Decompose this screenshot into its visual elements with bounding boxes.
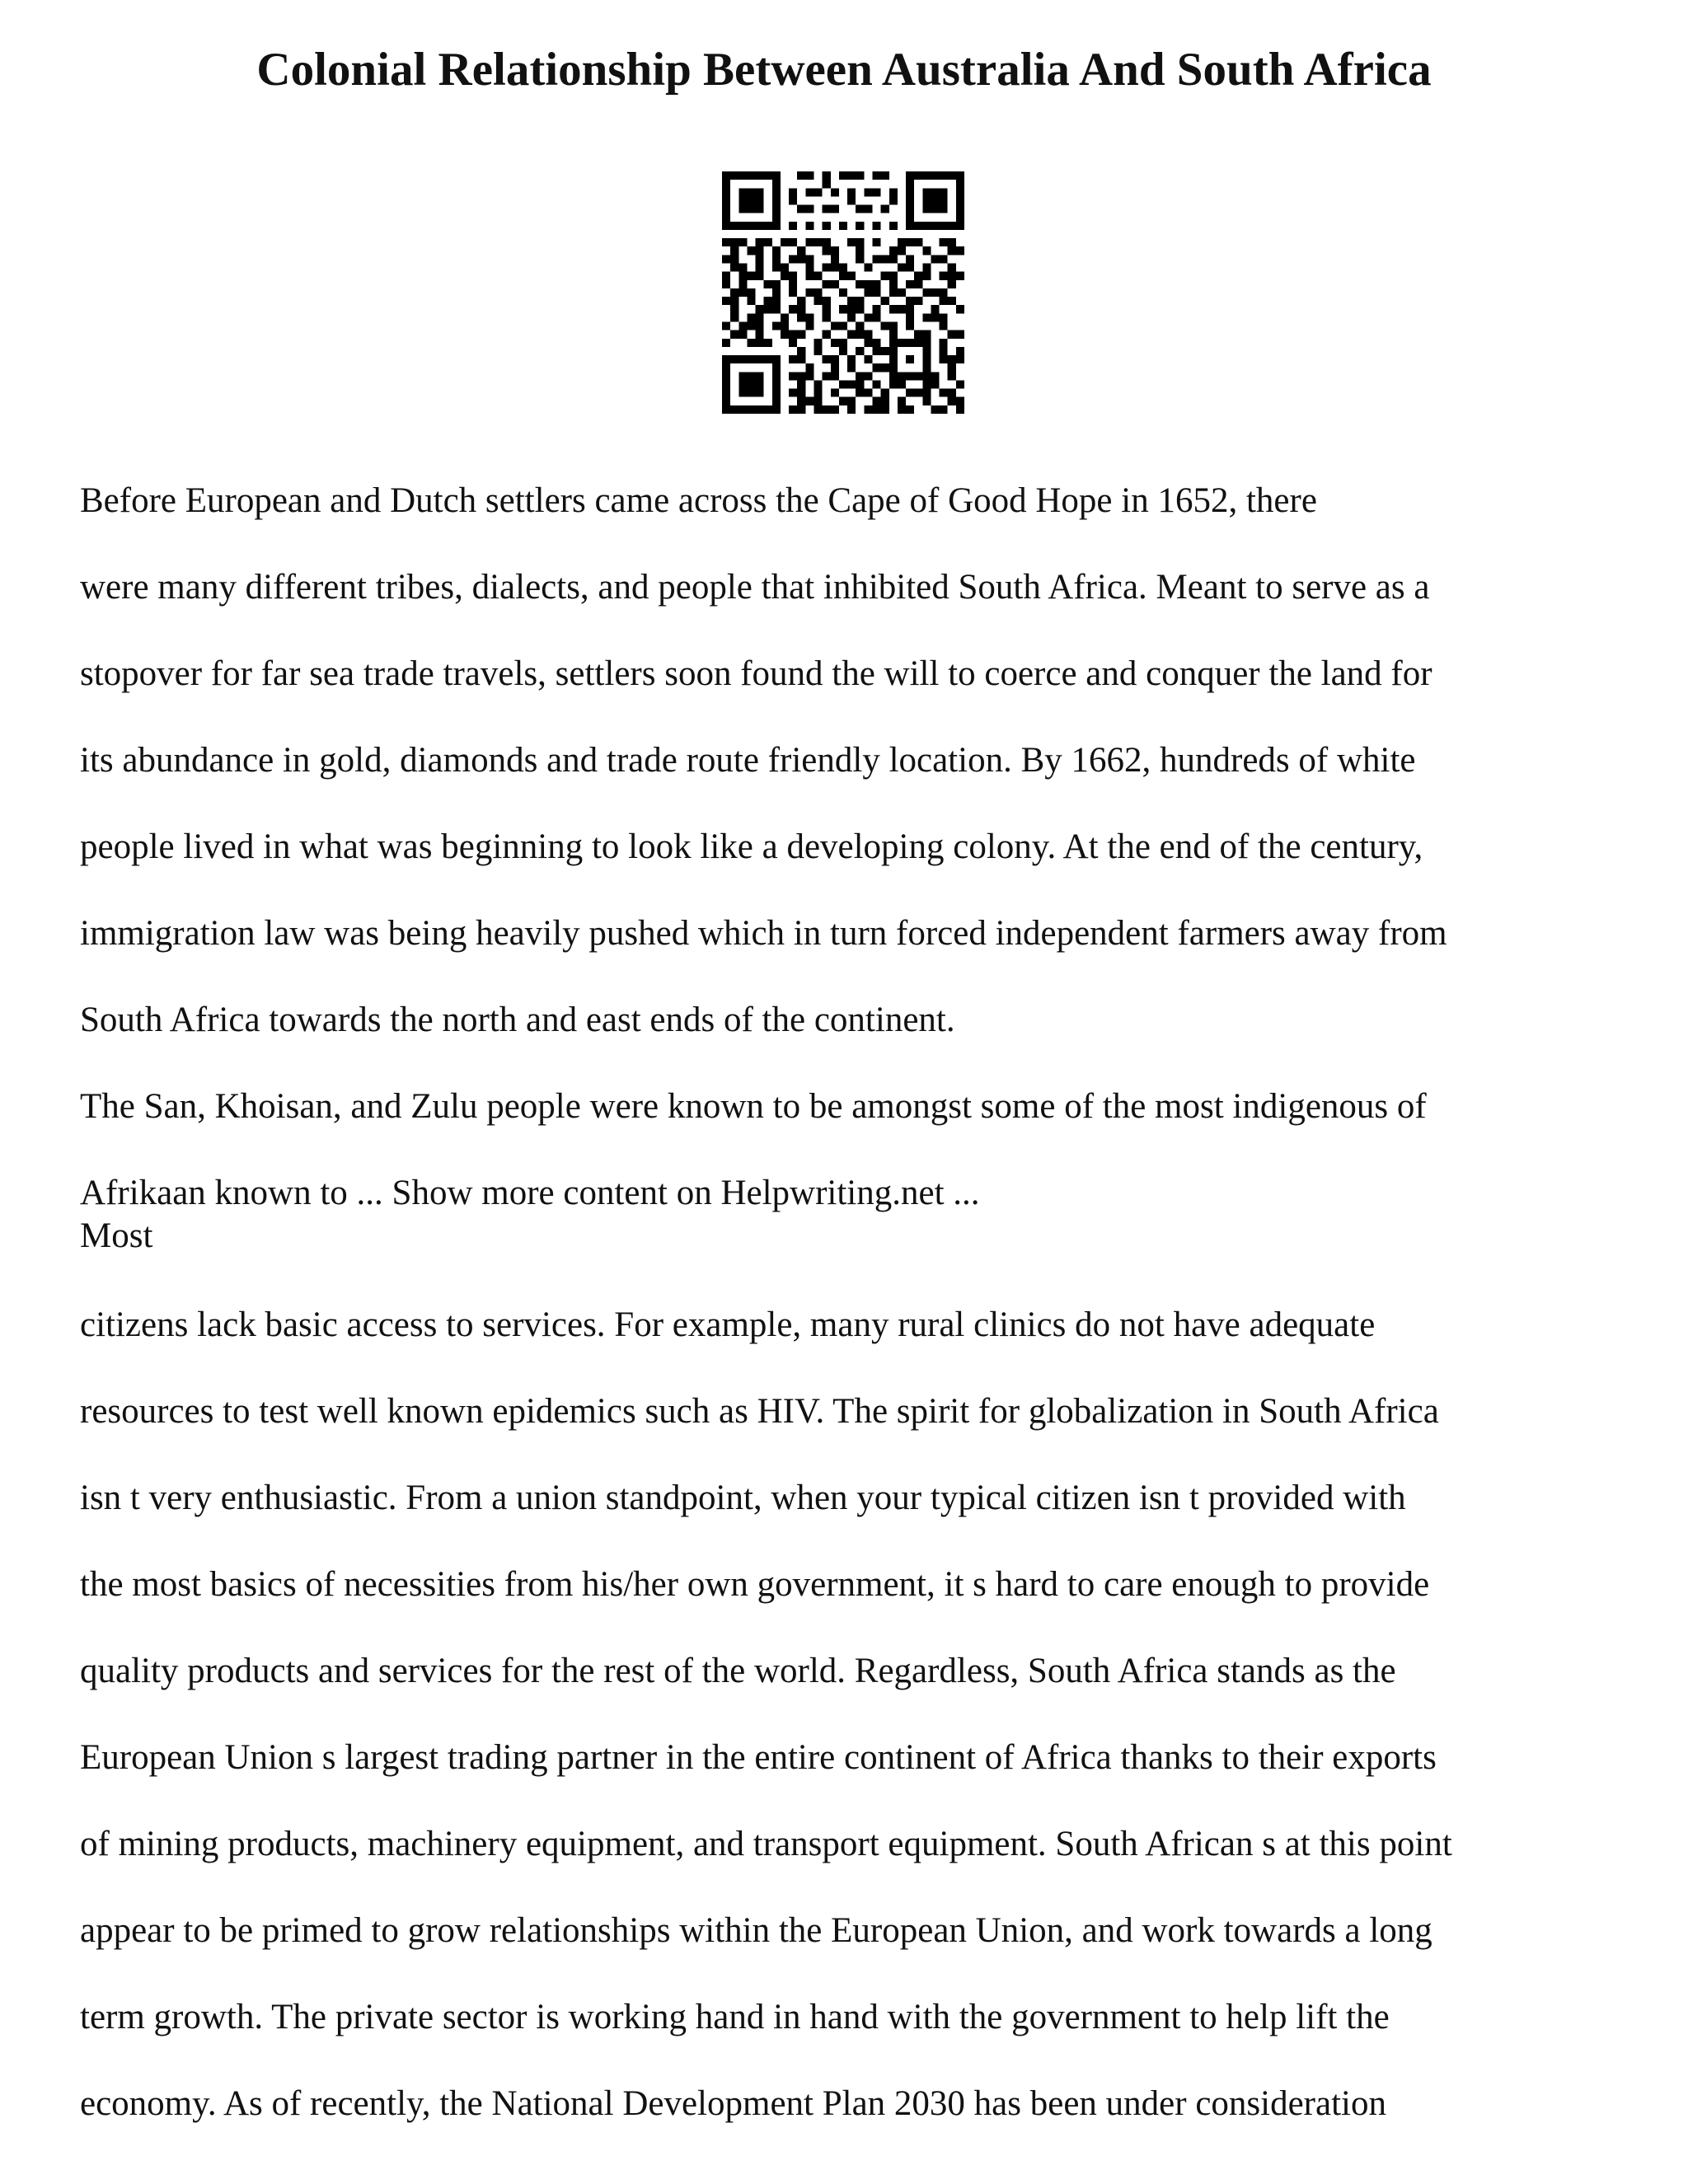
paragraph-line: stopover for far sea trade travels, settlers soon found the will to coerce and conquer the land for <box>80 654 1432 693</box>
page-title: Colonial Relationship Between Australia And South Africa <box>256 44 1432 96</box>
paragraph-line: the most basics of necessities from his/her own government, it s hard to care enough to provide <box>80 1565 1430 1604</box>
paragraph-line: economy. As of recently, the National Development Plan 2030 has been under consideration <box>80 2084 1386 2123</box>
paragraph-line: quality products and services for the rest of the world. Regardless, South Africa stands as the <box>80 1652 1396 1690</box>
paragraph-line: its abundance in gold, diamonds and trade route friendly location. By 1662, hundreds of white <box>80 741 1416 780</box>
paragraph-line: resources to test well known epidemics such as HIV. The spirit for globalization in South Africa <box>80 1392 1439 1431</box>
paragraph-line: appear to be primed to grow relationships within the European Union, and work towards a long <box>80 1911 1432 1950</box>
paragraph-line: term growth. The private sector is working hand in hand with the government to help lift the <box>80 1998 1390 2036</box>
paragraph-line: were many different tribes, dialects, and people that inhibited South Africa. Meant to serve as a <box>80 568 1430 607</box>
paragraph-line: The San, Khoisan, and Zulu people were known to be amongst some of the most indigenous of <box>80 1087 1427 1126</box>
paragraph-line: European Union s largest trading partner in the entire continent of Africa thanks to their exports <box>80 1738 1437 1777</box>
paragraph-line: Most <box>80 1216 153 1255</box>
paragraph-line: of mining products, machinery equipment, and transport equipment. South African s at this point <box>80 1825 1452 1863</box>
paragraph-line: citizens lack basic access to services. For example, many rural clinics do not have adequate <box>80 1305 1376 1344</box>
qr-code <box>722 171 964 414</box>
paragraph-line: people lived in what was beginning to look like a developing colony. At the end of the century, <box>80 827 1423 866</box>
paragraph-line: isn t very enthusiastic. From a union standpoint, when your typical citizen isn t provided with <box>80 1479 1406 1517</box>
paragraph-line: immigration law was being heavily pushed which in turn forced independent farmers away from <box>80 914 1447 953</box>
paragraph-line: South Africa towards the north and east ends of the continent. <box>80 1001 955 1039</box>
paragraph-line: Before European and Dutch settlers came across the Cape of Good Hope in 1652, there <box>80 481 1317 520</box>
paragraph-line: Afrikaan known to ... Show more content on Helpwriting.net ... <box>80 1174 980 1212</box>
